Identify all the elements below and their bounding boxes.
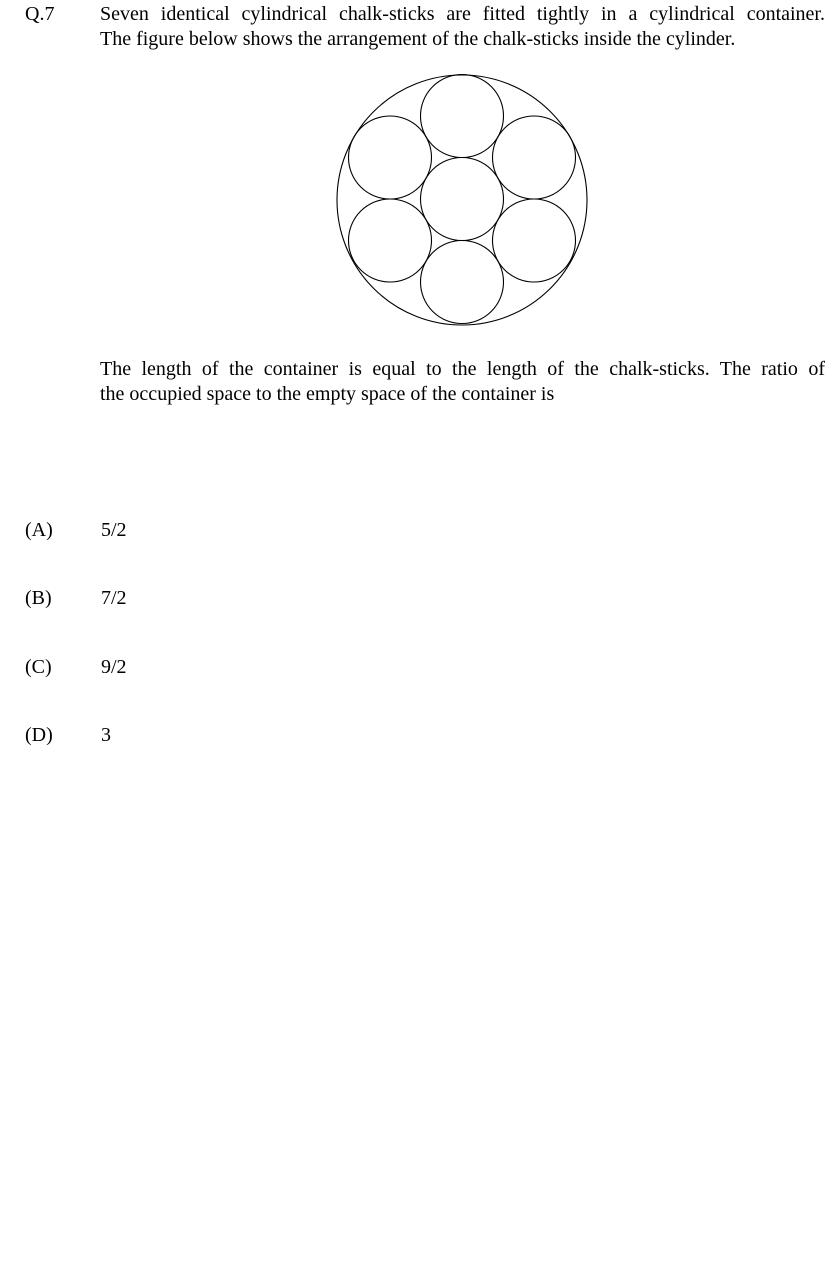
container-circle — [337, 75, 587, 325]
question-followup-line: the occupied space to the empty space of the container is — [100, 383, 555, 405]
chalk-stick-circle — [349, 199, 432, 282]
option-d-letter[interactable]: (D) — [25, 724, 53, 746]
chalk-stick-circle — [493, 199, 576, 282]
question-stem-line: Seven identical cylindrical chalk-sticks are fitted tightly in a cylindrical container. — [100, 3, 825, 25]
question-followup-line: The length of the container is equal to the length of the chalk-sticks. The ratio of — [100, 358, 825, 380]
option-c-value[interactable]: 9/2 — [101, 656, 127, 678]
question-stem — [100, 2, 825, 52]
chalk-stick-circle — [421, 75, 504, 158]
question-stem-line: The figure below shows the arrangement of the chalk-sticks inside the cylinder. — [100, 28, 736, 50]
option-a-value[interactable]: 5/2 — [101, 519, 127, 541]
option-d-value[interactable]: 3 — [101, 724, 111, 746]
option-b-value[interactable]: 7/2 — [101, 587, 127, 609]
option-a-letter[interactable]: (A) — [25, 519, 53, 541]
option-b-letter[interactable]: (B) — [25, 587, 52, 609]
option-c-letter[interactable]: (C) — [25, 656, 52, 678]
chalk-stick-circle — [421, 158, 504, 241]
chalk-stick-circle — [349, 116, 432, 199]
chalk-stick-circle — [493, 116, 576, 199]
question-followup — [100, 357, 825, 407]
chalk-arrangement-figure — [330, 66, 595, 332]
chalk-stick-circle — [421, 241, 504, 324]
question-number: Q.7 — [25, 3, 55, 25]
